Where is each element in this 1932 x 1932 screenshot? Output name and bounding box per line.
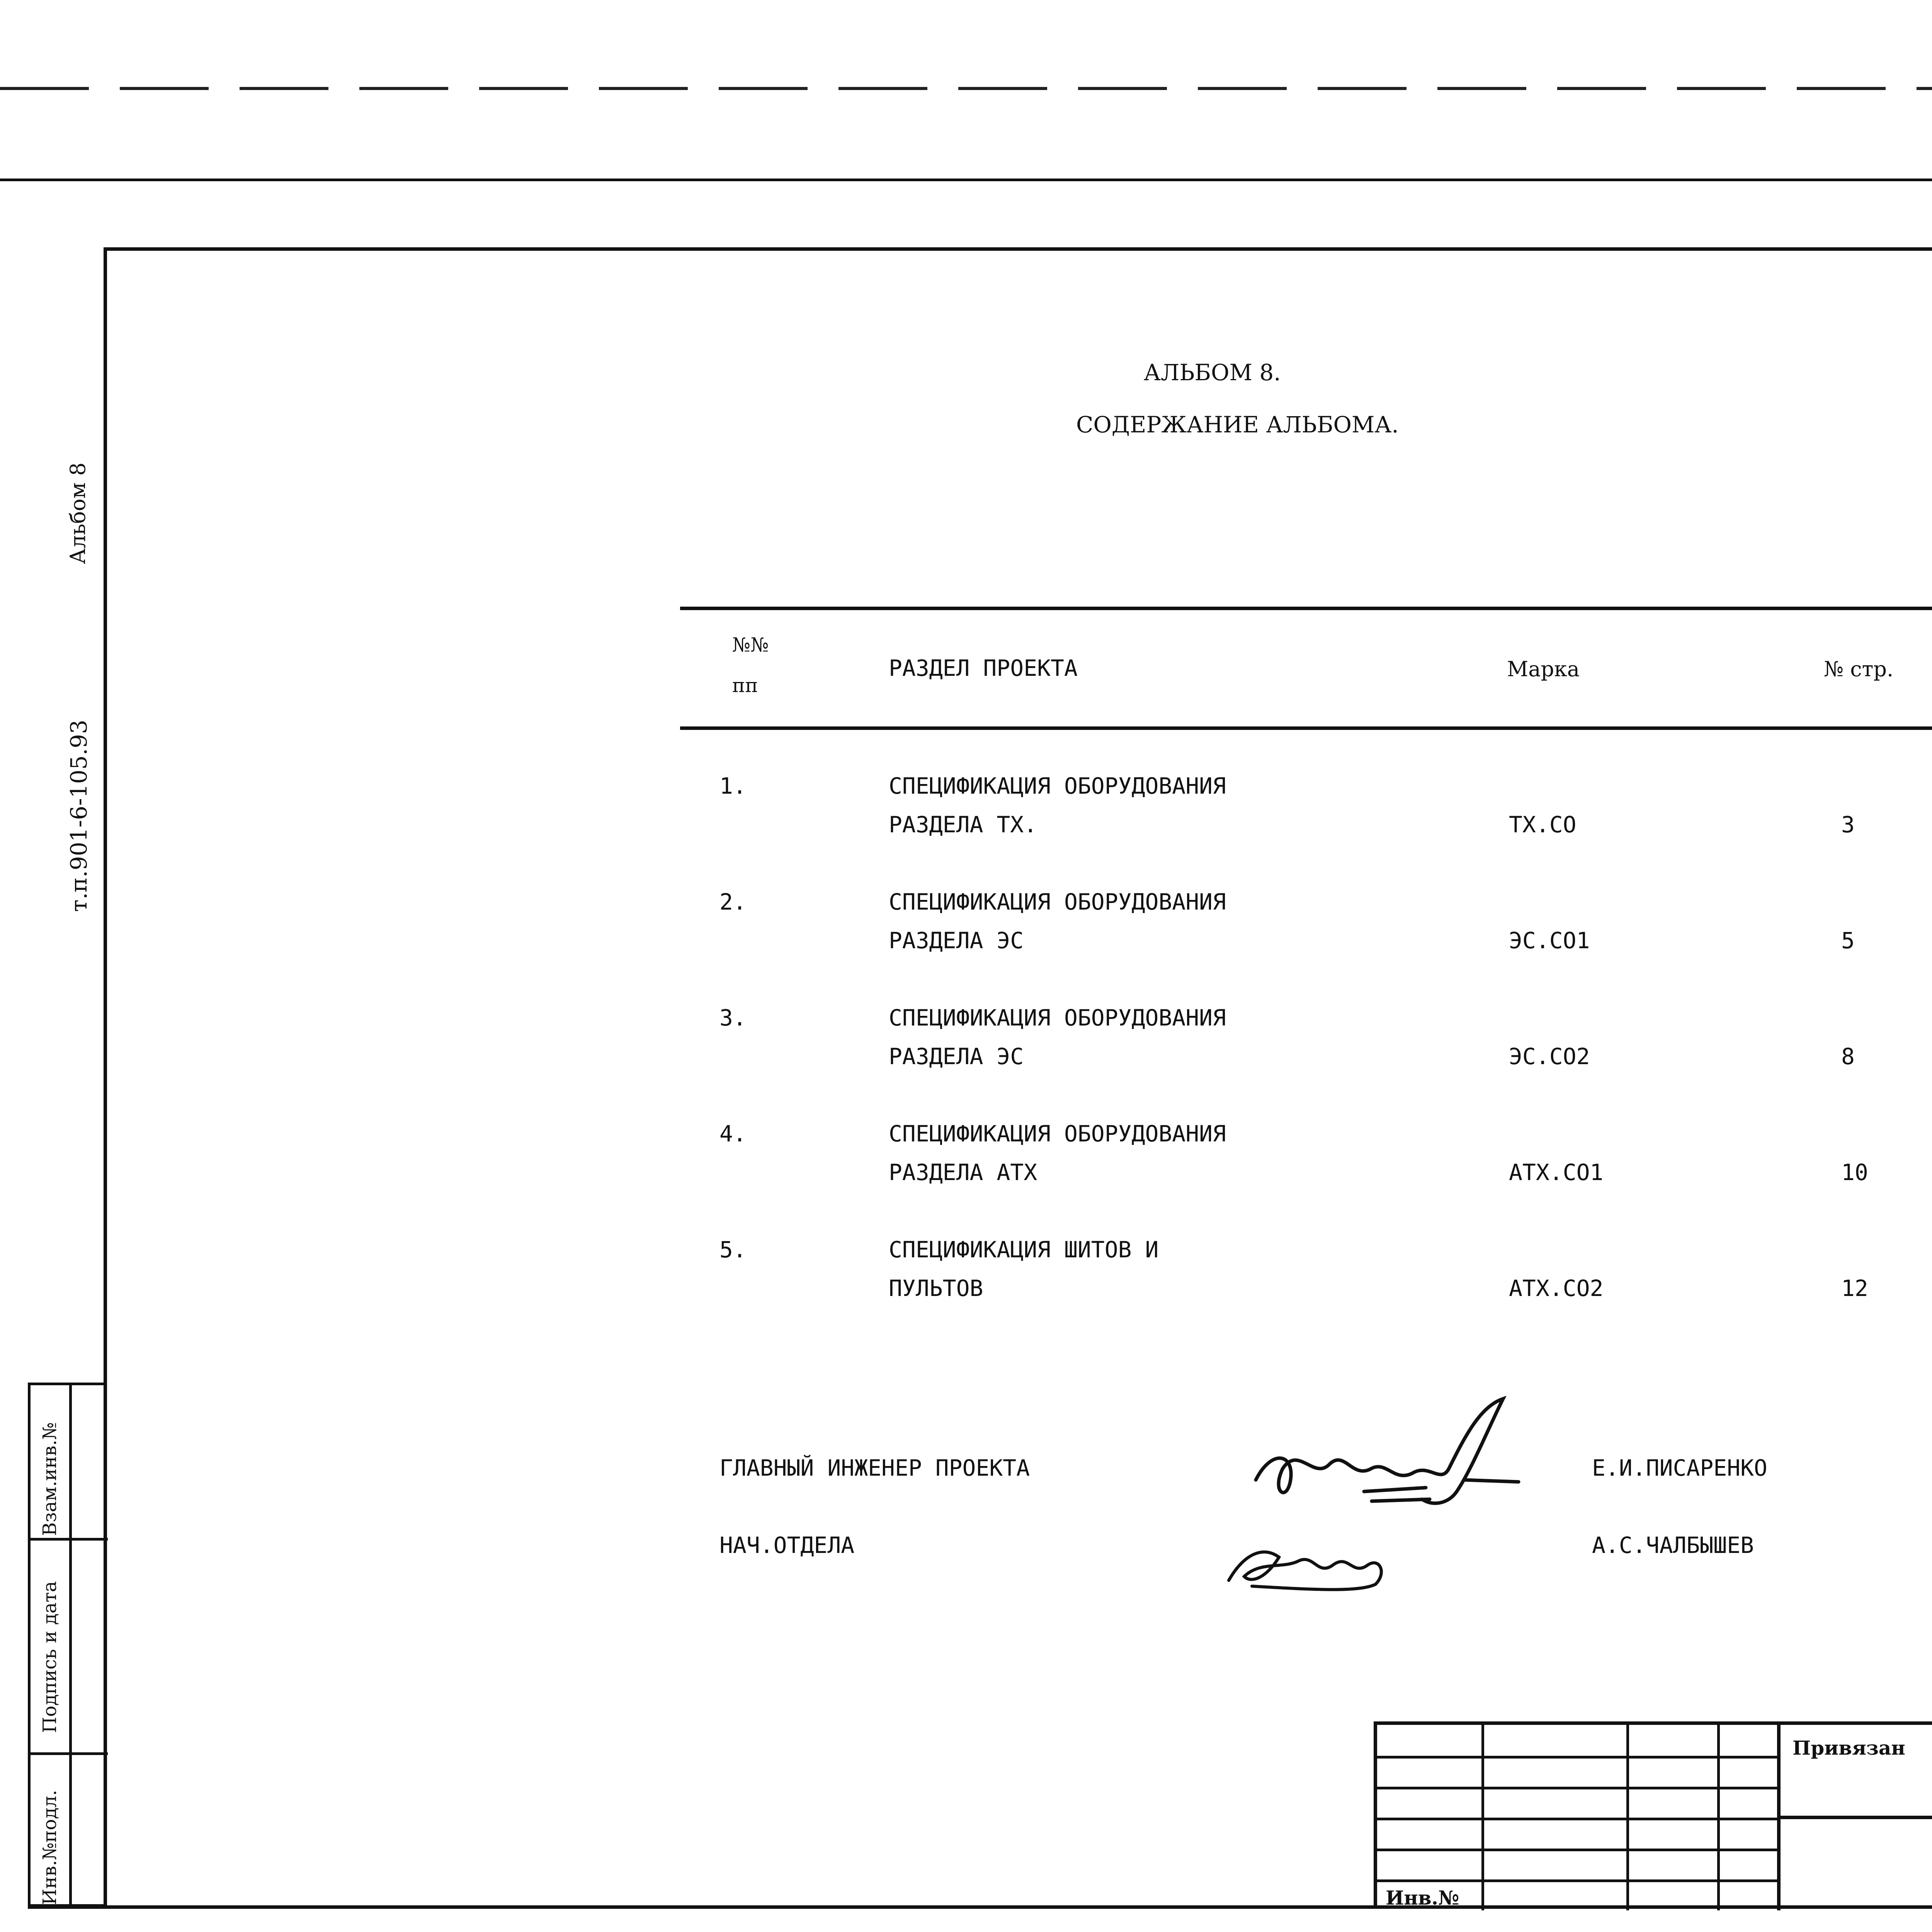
header-num-bottom: пп (732, 674, 758, 697)
header-num-top: №№ (732, 634, 769, 656)
row-number: 3. (719, 1005, 747, 1031)
row-title-line2: РАЗДЕЛА ЭС (889, 1043, 1024, 1070)
table-header-rule (680, 726, 1932, 730)
signature-department-head (1221, 1522, 1406, 1600)
row-number: 4. (719, 1121, 747, 1147)
table-top-rule (680, 607, 1932, 610)
header-mark: Марка (1507, 657, 1580, 681)
row-title-line2: ПУЛЬТОВ (889, 1275, 983, 1301)
chief-engineer-role: ГЛАВНЫЙ ИНЖЕНЕР ПРОЕКТА (719, 1455, 1030, 1481)
stamp-label-inv-original: Инв.№подл. (39, 1790, 61, 1905)
row-mark: ЭС.СО2 (1509, 1043, 1590, 1070)
row-title-line2: РАЗДЕЛА ТХ. (889, 811, 1037, 838)
stamp-label-signature-date: Подпись и дата (39, 1581, 61, 1733)
row-number: 1. (719, 773, 747, 799)
row-title-line1: СПЕЦИФИКАЦИЯ ШИТОВ И (889, 1236, 1159, 1263)
row-title-line2: РАЗДЕЛА ЭС (889, 927, 1024, 954)
inv-label: Инв.№ (1386, 1886, 1459, 1909)
margin-stamp (28, 1383, 107, 1907)
row-mark: ТХ.СО (1509, 811, 1577, 838)
department-head-role: НАЧ.ОТДЕЛА (719, 1532, 855, 1558)
sheet-top-edge (0, 179, 1932, 181)
row-title-line1: СПЕЦИФИКАЦИЯ ОБОРУДОВАНИЯ (889, 1005, 1226, 1031)
frame-top (104, 247, 1932, 251)
row-title-line2: РАЗДЕЛА АТХ (889, 1159, 1037, 1185)
row-number: 2. (719, 889, 747, 915)
chief-engineer-name: Е.И.ПИСАРЕНКО (1592, 1455, 1767, 1481)
contents-title: СОДЕРЖАНИЕ АЛЬБОМА. (1076, 412, 1399, 438)
row-page: 8 (1841, 1043, 1855, 1070)
album-title: АЛЬБОМ 8. (1144, 359, 1281, 386)
margin-project-code: т.п.901-6-105.93 (66, 719, 92, 912)
row-page: 12 (1841, 1275, 1868, 1301)
row-page: 10 (1841, 1159, 1868, 1185)
margin-album-label: Альбом 8 (66, 462, 90, 564)
row-title-line1: СПЕЦИФИКАЦИЯ ОБОРУДОВАНИЯ (889, 889, 1226, 915)
row-mark: АТХ.СО2 (1509, 1275, 1604, 1301)
title-block (1374, 1721, 1932, 1909)
row-page: 5 (1841, 927, 1855, 954)
stamp-label-replace-inv: Взам.инв.№ (39, 1422, 61, 1536)
row-page: 3 (1841, 811, 1855, 838)
row-title-line1: СПЕЦИФИКАЦИЯ ОБОРУДОВАНИЯ (889, 1121, 1226, 1147)
row-mark: ЭС.СО1 (1509, 927, 1590, 954)
department-head-name: А.С.ЧАЛБЫШЕВ (1592, 1532, 1754, 1558)
header-page: № стр. (1824, 657, 1894, 681)
bound-label: Привязан (1793, 1736, 1905, 1759)
header-section: РАЗДЕЛ ПРОЕКТА (889, 655, 1078, 681)
row-title-line1: СПЕЦИФИКАЦИЯ ОБОРУДОВАНИЯ (889, 773, 1226, 799)
row-number: 5. (719, 1236, 747, 1263)
signature-chief-engineer (1248, 1391, 1534, 1530)
row-mark: АТХ.СО1 (1509, 1159, 1604, 1185)
top-cut-line (0, 87, 1932, 90)
